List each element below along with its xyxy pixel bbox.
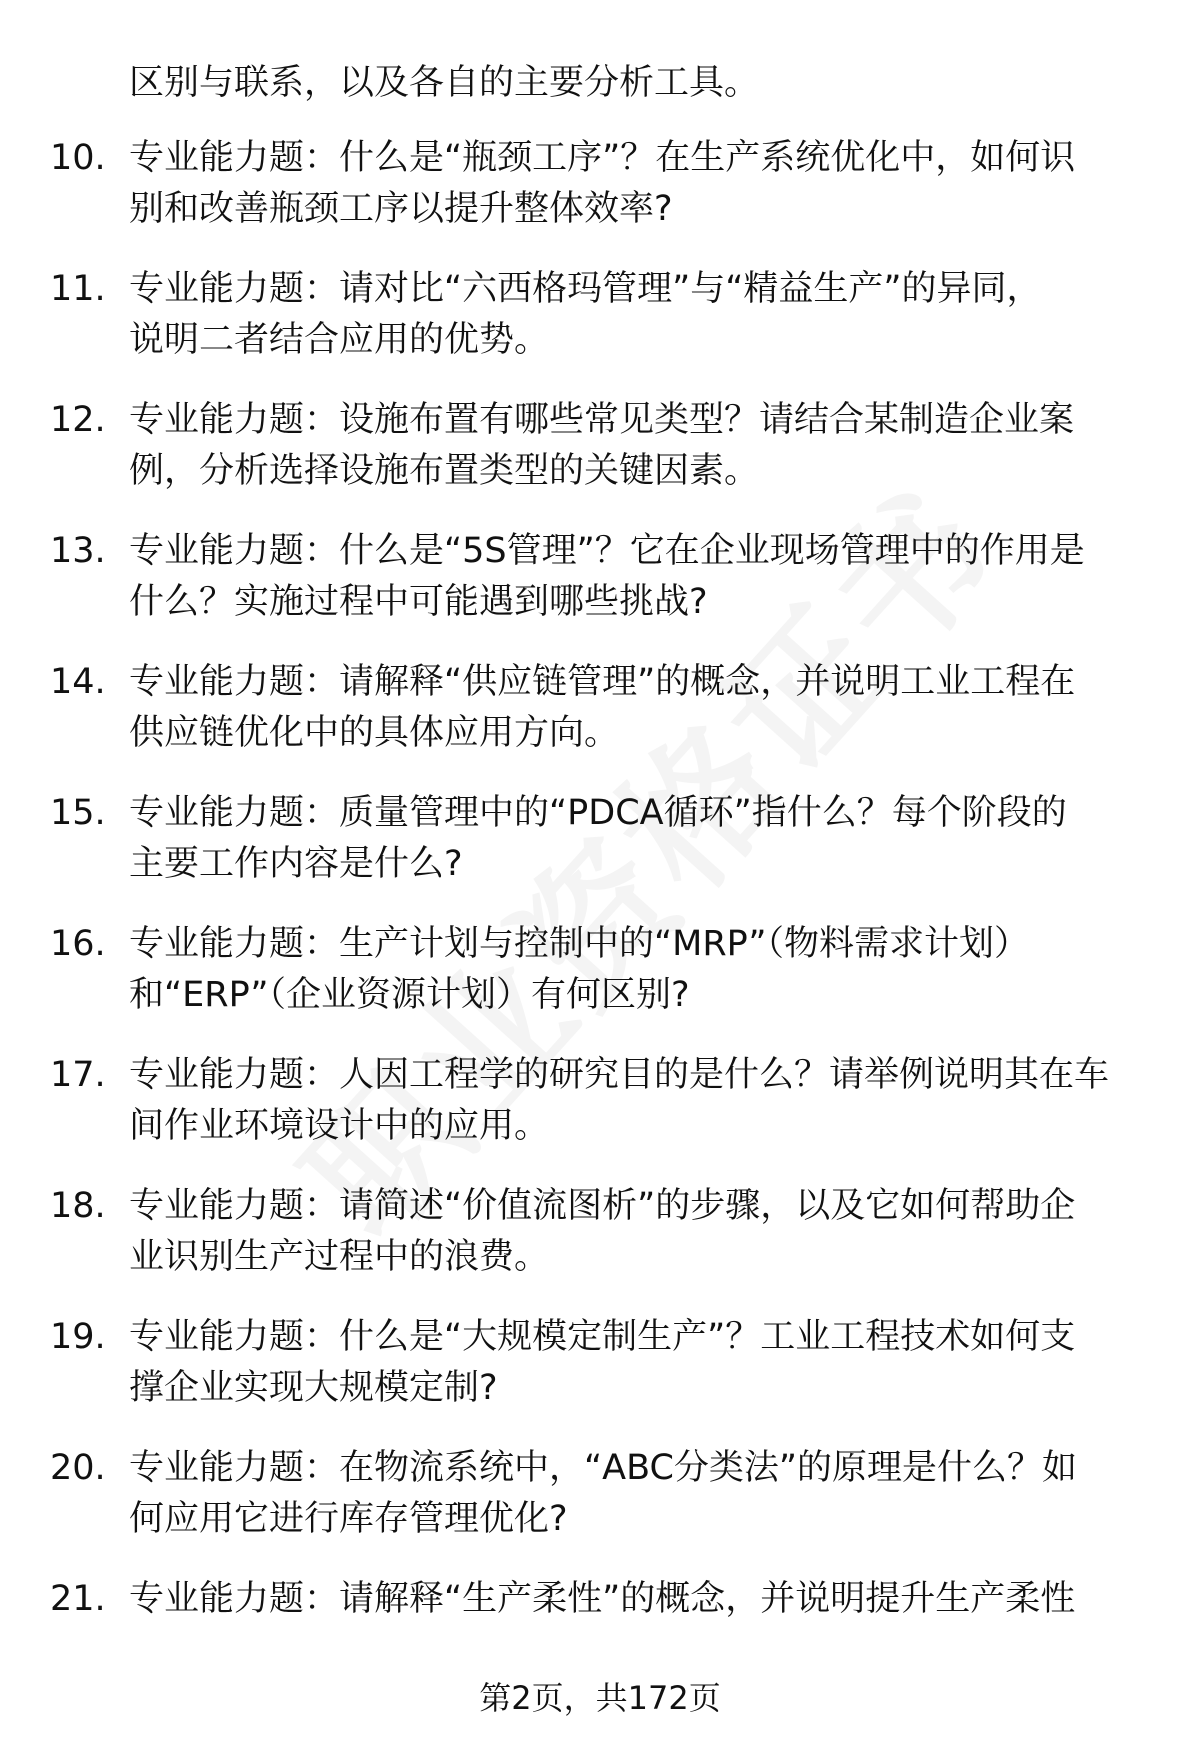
question-item xyxy=(50,133,1160,264)
question-text-line: 专业能力题：在物流系统中，“ABC分类法”的原理是什么？如 xyxy=(129,1448,1078,1488)
question-item xyxy=(50,657,1160,788)
question-text-line: 别和改善瓶颈工序以提升整体效率? xyxy=(129,189,673,229)
question-text-line: 例，分析选择设施布置类型的关键因素。 xyxy=(129,451,760,491)
question-text-line: 专业能力题：生产计划与控制中的“MRP”（物料需求计划） xyxy=(129,924,1030,964)
question-number: 12. xyxy=(50,400,106,440)
question-text-line: 什么？实施过程中可能遇到哪些挑战? xyxy=(129,582,708,622)
continuation-text: 区别与联系，以及各自的主要分析工具。 xyxy=(129,63,760,103)
question-text-line: 专业能力题：什么是“大规模定制生产”？工业工程技术如何支 xyxy=(129,1317,1076,1357)
question-number: 15. xyxy=(50,793,106,833)
question-item xyxy=(50,526,1160,657)
question-item xyxy=(50,1181,1160,1312)
question-number: 18. xyxy=(50,1186,106,1226)
question-text-line: 专业能力题：请简述“价值流图析”的步骤，以及它如何帮助企 xyxy=(129,1186,1076,1226)
question-text-line: 专业能力题：请解释“生产柔性”的概念，并说明提升生产柔性 xyxy=(129,1579,1076,1619)
question-text-line: 专业能力题：请解释“供应链管理”的概念，并说明工业工程在 xyxy=(129,662,1076,702)
question-number: 13. xyxy=(50,531,106,571)
question-text-line: 专业能力题：请对比“六西格玛管理”与“精益生产”的异同， xyxy=(129,269,1042,309)
question-item xyxy=(50,1050,1160,1181)
question-item xyxy=(50,1443,1160,1574)
question-number: 17. xyxy=(50,1055,106,1095)
question-number: 14. xyxy=(50,662,106,702)
question-number: 10. xyxy=(50,138,106,178)
question-text-line: 撑企业实现大规模定制? xyxy=(129,1368,498,1408)
question-item xyxy=(50,264,1160,395)
question-text-line: 间作业环境设计中的应用。 xyxy=(129,1106,550,1146)
question-text-line: 专业能力题：什么是“5S管理”？它在企业现场管理中的作用是 xyxy=(129,531,1085,571)
question-number: 21. xyxy=(50,1579,106,1619)
question-number: 11. xyxy=(50,269,106,309)
page-footer: 第2页，共172页 xyxy=(479,1679,721,1717)
question-item xyxy=(50,919,1160,1050)
question-item xyxy=(50,1312,1160,1443)
question-text-line: 专业能力题：什么是“瓶颈工序”？在生产系统优化中，如何识 xyxy=(129,138,1076,178)
question-text-line: 供应链优化中的具体应用方向。 xyxy=(129,713,620,753)
question-text-line: 说明二者结合应用的优势。 xyxy=(129,320,550,360)
question-item xyxy=(50,788,1160,919)
question-text-line: 主要工作内容是什么? xyxy=(129,844,463,884)
question-text-line: 业识别生产过程中的浪费。 xyxy=(129,1237,550,1277)
question-item xyxy=(50,395,1160,526)
question-text-line: 专业能力题：人因工程学的研究目的是什么？请举例说明其在车 xyxy=(129,1055,1110,1095)
question-text-line: 专业能力题：设施布置有哪些常见类型？请结合某制造企业案 xyxy=(129,400,1075,440)
question-text-line: 专业能力题：质量管理中的“PDCA循环”指什么？每个阶段的 xyxy=(129,793,1067,833)
question-text-line: 何应用它进行库存管理优化? xyxy=(129,1499,568,1539)
question-list xyxy=(50,133,1160,1705)
question-number: 19. xyxy=(50,1317,106,1357)
question-text-line: 和“ERP”（企业资源计划）有何区别? xyxy=(129,975,690,1015)
question-number: 20. xyxy=(50,1448,106,1488)
question-number: 16. xyxy=(50,924,106,964)
